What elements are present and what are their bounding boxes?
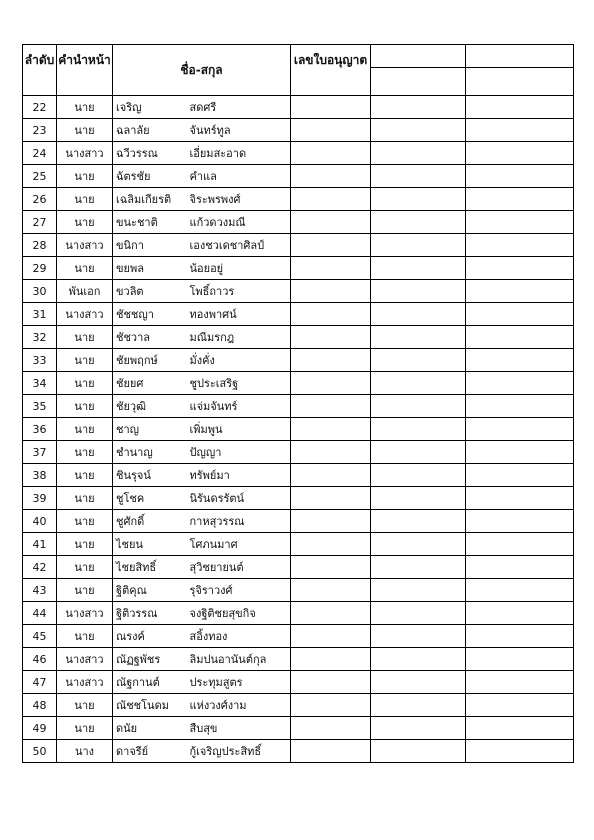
row-blank-2 bbox=[466, 740, 574, 763]
row-blank-1 bbox=[371, 119, 466, 142]
table-row bbox=[23, 648, 574, 671]
table-row bbox=[23, 395, 574, 418]
row-last-name: สุวิชยายนต์ bbox=[187, 556, 291, 579]
row-number: 30 bbox=[23, 280, 57, 303]
row-prefix: พันเอก bbox=[57, 280, 113, 303]
row-blank-1 bbox=[371, 326, 466, 349]
row-last-name: จงฐิติชยสุขกิจ bbox=[187, 602, 291, 625]
row-blank-2 bbox=[466, 165, 574, 188]
row-blank-1 bbox=[371, 303, 466, 326]
header-name: ชื่อ-สกุล bbox=[113, 45, 291, 96]
row-blank-2 bbox=[466, 602, 574, 625]
row-license bbox=[291, 441, 371, 464]
row-number: 44 bbox=[23, 602, 57, 625]
row-prefix: นาย bbox=[57, 717, 113, 740]
row-license bbox=[291, 188, 371, 211]
row-blank-2 bbox=[466, 556, 574, 579]
row-last-name: สอิ้งทอง bbox=[187, 625, 291, 648]
row-last-name: คำแล bbox=[187, 165, 291, 188]
row-number: 23 bbox=[23, 119, 57, 142]
row-prefix: นาย bbox=[57, 579, 113, 602]
row-blank-1 bbox=[371, 418, 466, 441]
row-license bbox=[291, 556, 371, 579]
row-first-name: ดาจรีย์ bbox=[113, 740, 187, 763]
row-last-name: สดศรี bbox=[187, 96, 291, 119]
row-blank-2 bbox=[466, 142, 574, 165]
row-blank-1 bbox=[371, 464, 466, 487]
row-blank-2 bbox=[466, 510, 574, 533]
row-prefix: นาย bbox=[57, 556, 113, 579]
row-last-name: มั่งคั่ง bbox=[187, 349, 291, 372]
row-prefix: นาย bbox=[57, 165, 113, 188]
row-blank-1 bbox=[371, 487, 466, 510]
row-last-name: ชูประเสริฐ bbox=[187, 372, 291, 395]
row-prefix: นาย bbox=[57, 418, 113, 441]
row-first-name: ไชยน bbox=[113, 533, 187, 556]
row-prefix: นางสาว bbox=[57, 671, 113, 694]
table-row bbox=[23, 602, 574, 625]
row-blank-1 bbox=[371, 671, 466, 694]
row-first-name: ชินรุจน์ bbox=[113, 464, 187, 487]
row-license bbox=[291, 142, 371, 165]
row-blank-1 bbox=[371, 96, 466, 119]
row-first-name: ณรงค์ bbox=[113, 625, 187, 648]
row-last-name: ทรัพย์มา bbox=[187, 464, 291, 487]
row-last-name: ลิมปนอานันต์กุล bbox=[187, 648, 291, 671]
row-first-name: ชูโชค bbox=[113, 487, 187, 510]
row-blank-2 bbox=[466, 441, 574, 464]
row-license bbox=[291, 533, 371, 556]
row-number: 45 bbox=[23, 625, 57, 648]
row-first-name: ณัฏฐพัชร bbox=[113, 648, 187, 671]
row-blank-2 bbox=[466, 211, 574, 234]
table-row bbox=[23, 625, 574, 648]
row-number: 27 bbox=[23, 211, 57, 234]
row-license bbox=[291, 648, 371, 671]
row-number: 24 bbox=[23, 142, 57, 165]
row-first-name: ชัยพฤกษ์ bbox=[113, 349, 187, 372]
header-row bbox=[23, 45, 574, 96]
table-row bbox=[23, 533, 574, 556]
row-license bbox=[291, 464, 371, 487]
row-prefix: นาย bbox=[57, 119, 113, 142]
row-prefix: นาย bbox=[57, 510, 113, 533]
row-last-name: กู้เจริญประสิทธิ์ bbox=[187, 740, 291, 763]
row-prefix: นางสาว bbox=[57, 234, 113, 257]
row-prefix: นาย bbox=[57, 487, 113, 510]
row-license bbox=[291, 349, 371, 372]
row-blank-1 bbox=[371, 211, 466, 234]
row-prefix: นาย bbox=[57, 326, 113, 349]
row-first-name: ฉวีวรรณ bbox=[113, 142, 187, 165]
table-row bbox=[23, 441, 574, 464]
row-prefix: นาย bbox=[57, 257, 113, 280]
row-number: 38 bbox=[23, 464, 57, 487]
row-last-name: โศภนมาศ bbox=[187, 533, 291, 556]
row-blank-2 bbox=[466, 188, 574, 211]
row-license bbox=[291, 165, 371, 188]
row-license bbox=[291, 740, 371, 763]
row-blank-1 bbox=[371, 648, 466, 671]
row-last-name: รุจิราวงศ์ bbox=[187, 579, 291, 602]
row-blank-2 bbox=[466, 257, 574, 280]
row-number: 47 bbox=[23, 671, 57, 694]
row-blank-1 bbox=[371, 602, 466, 625]
row-number: 36 bbox=[23, 418, 57, 441]
row-license bbox=[291, 510, 371, 533]
table-row bbox=[23, 510, 574, 533]
row-last-name: เองชวเดชาศิลป์ bbox=[187, 234, 291, 257]
row-prefix: นาย bbox=[57, 533, 113, 556]
table-row bbox=[23, 740, 574, 763]
table-row bbox=[23, 349, 574, 372]
row-last-name: แห่งวงศ์งาม bbox=[187, 694, 291, 717]
roster-body bbox=[23, 96, 574, 763]
table-row bbox=[23, 234, 574, 257]
row-prefix: นาย bbox=[57, 395, 113, 418]
table-row bbox=[23, 142, 574, 165]
row-license bbox=[291, 694, 371, 717]
row-last-name: ทองพาศน์ bbox=[187, 303, 291, 326]
row-last-name: โพธิ์ถาวร bbox=[187, 280, 291, 303]
row-first-name: ขนิกา bbox=[113, 234, 187, 257]
row-number: 22 bbox=[23, 96, 57, 119]
row-last-name: เอี่ยมสะอาด bbox=[187, 142, 291, 165]
row-blank-1 bbox=[371, 510, 466, 533]
row-number: 50 bbox=[23, 740, 57, 763]
row-blank-2 bbox=[466, 418, 574, 441]
row-blank-2 bbox=[466, 280, 574, 303]
row-blank-1 bbox=[371, 717, 466, 740]
row-number: 25 bbox=[23, 165, 57, 188]
row-number: 43 bbox=[23, 579, 57, 602]
row-blank-1 bbox=[371, 740, 466, 763]
row-number: 48 bbox=[23, 694, 57, 717]
row-blank-1 bbox=[371, 257, 466, 280]
row-number: 35 bbox=[23, 395, 57, 418]
row-last-name: ประทุมสูตร bbox=[187, 671, 291, 694]
row-license bbox=[291, 303, 371, 326]
row-prefix: นาย bbox=[57, 441, 113, 464]
row-number: 39 bbox=[23, 487, 57, 510]
row-blank-1 bbox=[371, 533, 466, 556]
row-prefix: นาย bbox=[57, 96, 113, 119]
row-first-name: ณัฐกานต์ bbox=[113, 671, 187, 694]
row-blank-1 bbox=[371, 165, 466, 188]
row-number: 40 bbox=[23, 510, 57, 533]
row-license bbox=[291, 395, 371, 418]
row-blank-2 bbox=[466, 533, 574, 556]
row-blank-1 bbox=[371, 556, 466, 579]
table-row bbox=[23, 119, 574, 142]
row-license bbox=[291, 326, 371, 349]
row-prefix: นางสาว bbox=[57, 303, 113, 326]
row-last-name: น้อยอยู่ bbox=[187, 257, 291, 280]
row-number: 41 bbox=[23, 533, 57, 556]
row-number: 42 bbox=[23, 556, 57, 579]
header-license: เลขใบอนุญาต bbox=[291, 45, 371, 96]
row-first-name: ขนะชาติ bbox=[113, 211, 187, 234]
row-number: 37 bbox=[23, 441, 57, 464]
row-blank-2 bbox=[466, 372, 574, 395]
table-row bbox=[23, 487, 574, 510]
row-blank-2 bbox=[466, 119, 574, 142]
row-first-name: ชัชชญา bbox=[113, 303, 187, 326]
row-last-name: จิระพรพงศ์ bbox=[187, 188, 291, 211]
row-first-name: ชัยวุฒิ bbox=[113, 395, 187, 418]
row-prefix: นาย bbox=[57, 625, 113, 648]
table-row bbox=[23, 257, 574, 280]
row-prefix: นาย bbox=[57, 372, 113, 395]
row-license bbox=[291, 257, 371, 280]
row-number: 46 bbox=[23, 648, 57, 671]
row-last-name: สืบสุข bbox=[187, 717, 291, 740]
table-row bbox=[23, 96, 574, 119]
row-first-name: ฐิติวรรณ bbox=[113, 602, 187, 625]
row-first-name: ชัยยศ bbox=[113, 372, 187, 395]
row-license bbox=[291, 280, 371, 303]
row-license bbox=[291, 602, 371, 625]
row-first-name: ชัชวาล bbox=[113, 326, 187, 349]
row-number: 49 bbox=[23, 717, 57, 740]
row-license bbox=[291, 717, 371, 740]
row-prefix: นาย bbox=[57, 464, 113, 487]
row-license bbox=[291, 579, 371, 602]
row-blank-2 bbox=[466, 303, 574, 326]
row-last-name: แก้วดวงมณี bbox=[187, 211, 291, 234]
header-prefix: คำนำหน้า bbox=[57, 45, 113, 96]
row-last-name: กาหสุวรรณ bbox=[187, 510, 291, 533]
row-last-name: ปัญญา bbox=[187, 441, 291, 464]
roster-table bbox=[22, 44, 574, 763]
row-blank-2 bbox=[466, 694, 574, 717]
row-first-name: ชำนาญ bbox=[113, 441, 187, 464]
row-prefix: นางสาว bbox=[57, 142, 113, 165]
row-blank-1 bbox=[371, 349, 466, 372]
row-first-name: ชูศักดิ์ bbox=[113, 510, 187, 533]
table-row bbox=[23, 556, 574, 579]
row-blank-1 bbox=[371, 441, 466, 464]
row-blank-1 bbox=[371, 579, 466, 602]
table-row bbox=[23, 211, 574, 234]
row-blank-2 bbox=[466, 349, 574, 372]
table-row bbox=[23, 188, 574, 211]
row-number: 29 bbox=[23, 257, 57, 280]
row-first-name: ขยพล bbox=[113, 257, 187, 280]
row-first-name: ไชยสิทธิ์ bbox=[113, 556, 187, 579]
row-license bbox=[291, 372, 371, 395]
row-prefix: นาย bbox=[57, 188, 113, 211]
row-prefix: นางสาว bbox=[57, 602, 113, 625]
row-blank-2 bbox=[466, 625, 574, 648]
row-license bbox=[291, 119, 371, 142]
row-first-name: ฉัตรชัย bbox=[113, 165, 187, 188]
row-prefix: นาย bbox=[57, 349, 113, 372]
row-blank-2 bbox=[466, 326, 574, 349]
row-blank-1 bbox=[371, 280, 466, 303]
row-blank-1 bbox=[371, 234, 466, 257]
row-first-name: เจริญ bbox=[113, 96, 187, 119]
table-row bbox=[23, 464, 574, 487]
row-prefix: นางสาว bbox=[57, 648, 113, 671]
row-number: 28 bbox=[23, 234, 57, 257]
row-blank-1 bbox=[371, 372, 466, 395]
row-prefix: นาย bbox=[57, 694, 113, 717]
table-row bbox=[23, 717, 574, 740]
row-blank-1 bbox=[371, 395, 466, 418]
row-license bbox=[291, 418, 371, 441]
row-license bbox=[291, 234, 371, 257]
row-blank-2 bbox=[466, 234, 574, 257]
row-prefix: นาง bbox=[57, 740, 113, 763]
table-row bbox=[23, 418, 574, 441]
row-blank-1 bbox=[371, 188, 466, 211]
row-blank-2 bbox=[466, 395, 574, 418]
row-blank-1 bbox=[371, 694, 466, 717]
row-license bbox=[291, 96, 371, 119]
row-first-name: ดนัย bbox=[113, 717, 187, 740]
row-number: 33 bbox=[23, 349, 57, 372]
table-row bbox=[23, 579, 574, 602]
row-last-name: เพิ่มพูน bbox=[187, 418, 291, 441]
row-blank-2 bbox=[466, 579, 574, 602]
row-last-name: นิรันดรรัตน์ bbox=[187, 487, 291, 510]
row-blank-1 bbox=[371, 142, 466, 165]
table-row bbox=[23, 303, 574, 326]
table-row bbox=[23, 372, 574, 395]
row-blank-1 bbox=[371, 625, 466, 648]
row-last-name: มณีมรกฎ bbox=[187, 326, 291, 349]
row-blank-2 bbox=[466, 464, 574, 487]
table-row bbox=[23, 694, 574, 717]
row-first-name: ฐิติคุณ bbox=[113, 579, 187, 602]
row-blank-2 bbox=[466, 671, 574, 694]
row-blank-2 bbox=[466, 96, 574, 119]
row-first-name: ณัชชโนดม bbox=[113, 694, 187, 717]
header-blank-2 bbox=[466, 45, 574, 96]
row-blank-2 bbox=[466, 717, 574, 740]
row-license bbox=[291, 625, 371, 648]
row-blank-2 bbox=[466, 487, 574, 510]
row-number: 32 bbox=[23, 326, 57, 349]
row-license bbox=[291, 671, 371, 694]
table-row bbox=[23, 326, 574, 349]
row-last-name: แจ่มจันทร์ bbox=[187, 395, 291, 418]
table-row bbox=[23, 671, 574, 694]
row-license bbox=[291, 487, 371, 510]
row-prefix: นาย bbox=[57, 211, 113, 234]
header-number: ลำดับ bbox=[23, 45, 57, 96]
table-row bbox=[23, 280, 574, 303]
header-blank-1 bbox=[371, 45, 466, 96]
row-number: 34 bbox=[23, 372, 57, 395]
row-number: 31 bbox=[23, 303, 57, 326]
row-license bbox=[291, 211, 371, 234]
row-last-name: จันทร์ทูล bbox=[187, 119, 291, 142]
row-first-name: ขวลิต bbox=[113, 280, 187, 303]
table-row bbox=[23, 165, 574, 188]
row-blank-2 bbox=[466, 648, 574, 671]
row-first-name: เฉลิมเกียรติ bbox=[113, 188, 187, 211]
row-first-name: ชาญ bbox=[113, 418, 187, 441]
row-number: 26 bbox=[23, 188, 57, 211]
row-first-name: ฉลาลัย bbox=[113, 119, 187, 142]
